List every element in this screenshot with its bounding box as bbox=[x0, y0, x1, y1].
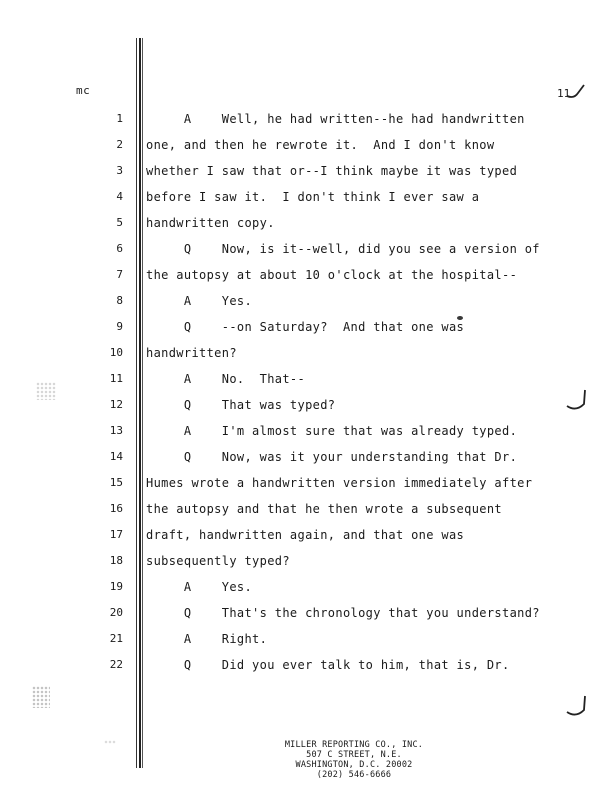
transcript-line bbox=[0, 294, 612, 320]
line-text: before I saw it. I don't think I ever saw a bbox=[146, 190, 480, 204]
line-number: 8 bbox=[116, 294, 123, 307]
line-number: 15 bbox=[109, 476, 123, 489]
line-number: 11 bbox=[109, 372, 123, 385]
line-number: 13 bbox=[109, 424, 123, 437]
line-text: one, and then he rewrote it. And I don't know bbox=[146, 138, 495, 152]
line-text: the autopsy at about 10 o'clock at the hospital-- bbox=[146, 268, 518, 282]
transcript-line bbox=[0, 164, 612, 190]
line-number: 7 bbox=[116, 268, 123, 281]
line-number: 22 bbox=[109, 658, 123, 671]
footer-phone: (202) 546-6666 bbox=[316, 770, 392, 780]
line-text: A Yes. bbox=[146, 294, 253, 308]
transcript-line bbox=[0, 476, 612, 502]
transcript-line bbox=[0, 190, 612, 216]
reporter-initials: mc bbox=[76, 84, 91, 97]
line-text: A I'm almost sure that was already typed. bbox=[146, 424, 518, 438]
transcript-line bbox=[0, 346, 612, 372]
transcript-line bbox=[0, 502, 612, 528]
transcript-line bbox=[0, 528, 612, 554]
line-number: 10 bbox=[109, 346, 123, 359]
line-text: draft, handwritten again, and that one was bbox=[146, 528, 465, 542]
transcript-line bbox=[0, 112, 612, 138]
line-number: 3 bbox=[116, 164, 123, 177]
line-number: 9 bbox=[116, 320, 123, 333]
transcript-line bbox=[0, 580, 612, 606]
line-text: Q That was typed? bbox=[146, 398, 336, 412]
line-number: 12 bbox=[109, 398, 123, 411]
line-text: A Right. bbox=[146, 632, 268, 646]
line-text: Q That's the chronology that you understand? bbox=[146, 606, 540, 620]
line-text: Q Now, was it your understanding that Dr. bbox=[146, 450, 518, 464]
transcript-line bbox=[0, 242, 612, 268]
line-text: A No. That-- bbox=[146, 372, 306, 386]
scan-speck bbox=[36, 382, 56, 400]
footer-city: WASHINGTON, D.C. 20002 bbox=[295, 760, 413, 770]
transcript-line bbox=[0, 450, 612, 476]
line-number: 21 bbox=[109, 632, 123, 645]
transcript-line bbox=[0, 268, 612, 294]
line-number: 5 bbox=[116, 216, 123, 229]
transcript-line bbox=[0, 632, 612, 658]
transcript-line bbox=[0, 138, 612, 164]
line-text: A Yes. bbox=[146, 580, 253, 594]
line-number: 19 bbox=[109, 580, 123, 593]
line-number: 2 bbox=[116, 138, 123, 151]
scan-speck bbox=[32, 686, 50, 708]
line-number: 14 bbox=[109, 450, 123, 463]
margin-tick-mark bbox=[566, 694, 588, 718]
scan-speck bbox=[457, 316, 463, 320]
line-text: Q Now, is it--well, did you see a version of bbox=[146, 242, 540, 256]
transcript-line bbox=[0, 320, 612, 346]
line-number: 4 bbox=[116, 190, 123, 203]
line-text: Humes wrote a handwritten version immediately after bbox=[146, 476, 533, 490]
line-number: 20 bbox=[109, 606, 123, 619]
line-text: Q --on Saturday? And that one was bbox=[146, 320, 465, 334]
transcript-line bbox=[0, 398, 612, 424]
line-text: Q Did you ever talk to him, that is, Dr. bbox=[146, 658, 510, 672]
line-text: subsequently typed? bbox=[146, 554, 290, 568]
transcript-line bbox=[0, 554, 612, 580]
transcript-line bbox=[0, 372, 612, 398]
line-number: 16 bbox=[109, 502, 123, 515]
line-number: 6 bbox=[116, 242, 123, 255]
line-text: handwritten? bbox=[146, 346, 237, 360]
page-number-checkmark bbox=[566, 84, 586, 100]
transcript-line bbox=[0, 658, 612, 684]
line-text: A Well, he had written--he had handwritten bbox=[146, 112, 525, 126]
page-number: 11 bbox=[557, 87, 571, 100]
line-text: the autopsy and that he then wrote a subsequent bbox=[146, 502, 503, 516]
line-text: handwritten copy. bbox=[146, 216, 275, 230]
transcript-line bbox=[0, 606, 612, 632]
line-number: 1 bbox=[116, 112, 123, 125]
transcript-line bbox=[0, 216, 612, 242]
line-number: 18 bbox=[109, 554, 123, 567]
footer-company: MILLER REPORTING CO., INC. bbox=[284, 740, 424, 750]
line-text: whether I saw that or--I think maybe it was typed bbox=[146, 164, 518, 178]
margin-tick-mark bbox=[566, 388, 588, 412]
line-number: 17 bbox=[109, 528, 123, 541]
reporting-company-footer bbox=[0, 740, 612, 780]
footer-street: 507 C STREET, N.E. bbox=[306, 750, 402, 760]
transcript-line bbox=[0, 424, 612, 450]
